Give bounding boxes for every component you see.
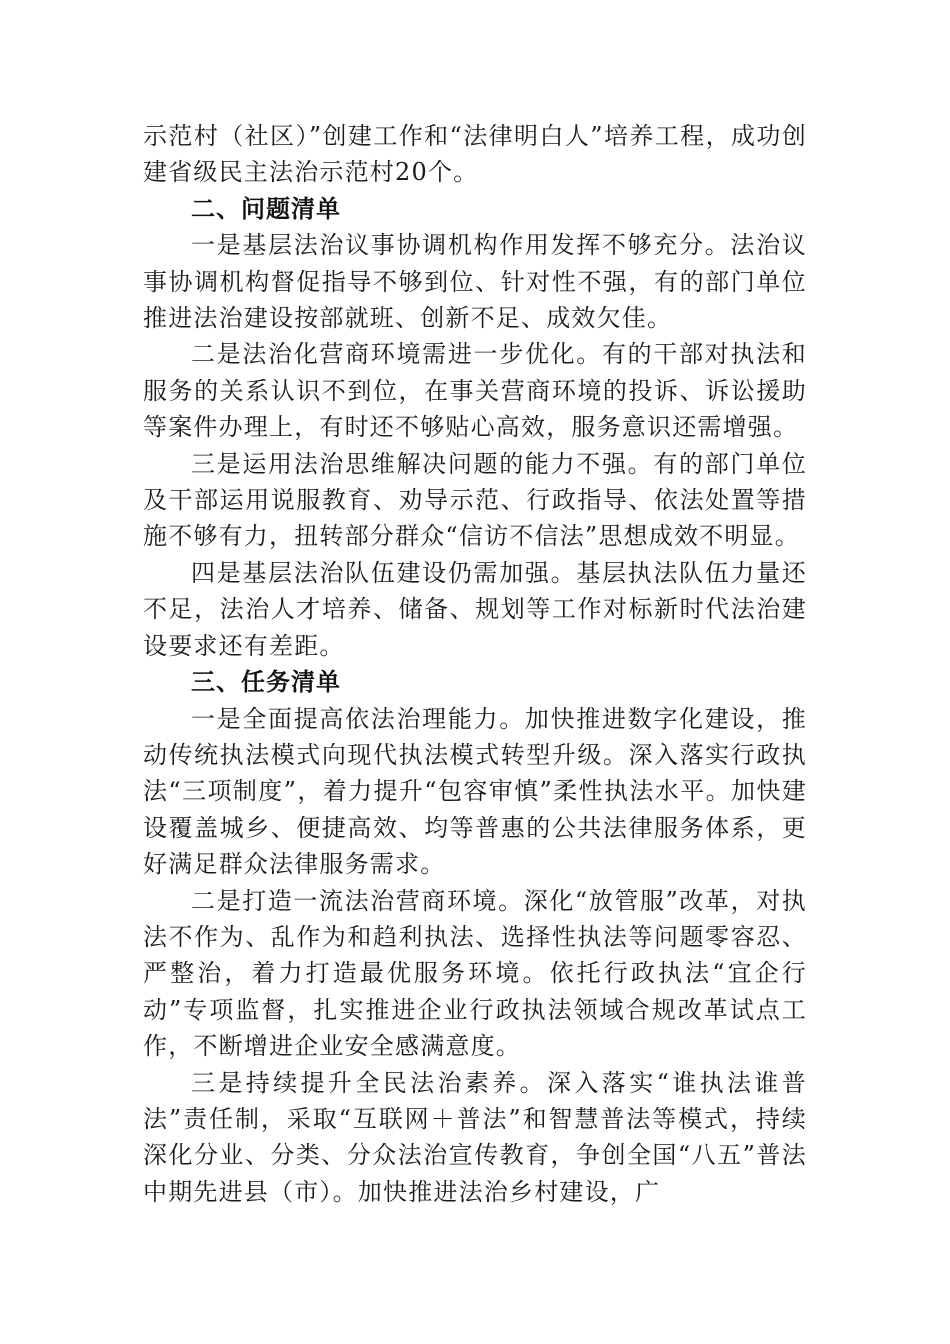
section-heading-problems: 二、问题清单 (191, 194, 341, 223)
problem-paragraph-3: 三是运用法治思维解决问题的能力不强。有的部门单位及干部运用说服教育、劝导示范、行政指导、依法处置等措施不够有力，扭转部分群众“信访不信法”思想成效不明显。 (143, 449, 807, 551)
problem-paragraph-1: 一是基层法治议事协调机构作用发挥不够充分。法治议事协调机构督促指导不够到位、针对性不强，有的部门单位推进法治建设按部就班、创新不足、成效欠佳。 (143, 231, 807, 333)
section-heading-tasks: 三、任务清单 (191, 668, 341, 697)
task-paragraph-3: 三是持续提升全民法治素养。深入落实“谁执法谁普法”责任制，采取“互联网＋普法”和智慧普法等模式，持续深化分业、分类、分众法治宣传教育，争创全国“八五”普法中期先进县（市）。加快推进法治乡村建设，广 (143, 1068, 807, 1206)
problem-paragraph-4: 四是基层法治队伍建设仍需加强。基层执法队伍力量还不足，法治人才培养、储备、规划等工作对标新时代法治建设要求还有差距。 (143, 558, 807, 660)
task-paragraph-2: 二是打造一流法治营商环境。深化“放管服”改革，对执法不作为、乱作为和趋利执法、选择性执法等问题零容忍、严整治，着力打造最优服务环境。依托行政执法“宜企行动”专项监督，扎实推进企业行政执法领域合规改革试点工作，不断增进企业安全感满意度。 (143, 886, 807, 1061)
problem-paragraph-2: 二是法治化营商环境需进一步优化。有的干部对执法和服务的关系认识不到位，在事关营商环境的投诉、诉讼援助等案件办理上，有时还不够贴心高效，服务意识还需增强。 (143, 340, 807, 442)
task-paragraph-1: 一是全面提高依法治理能力。加快推进数字化建设，推动传统执法模式向现代执法模式转型升级。深入落实行政执法“三项制度”，着力提升“包容审慎”柔性执法水平。加快建设覆盖城乡、便捷高效、均等普惠的公共法律服务体系，更好满足群众法律服务需求。 (143, 704, 807, 879)
document-body (143, 118, 807, 1210)
continuation-paragraph: 示范村（社区）”创建工作和“法律明白人”培养工程，成功创建省级民主法治示范村20个。 (143, 122, 807, 187)
